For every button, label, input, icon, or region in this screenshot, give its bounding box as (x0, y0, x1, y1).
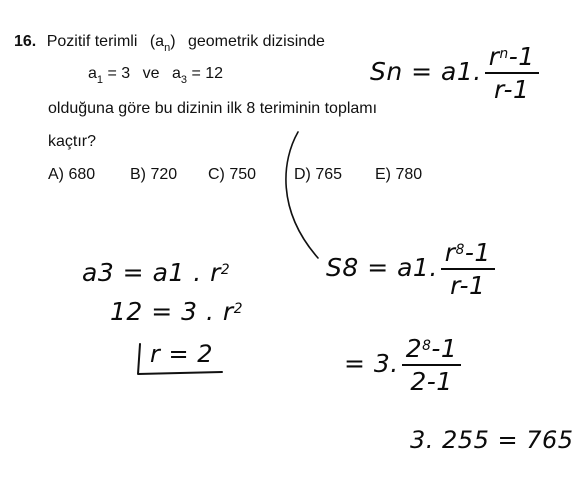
question-number: 16. (14, 33, 37, 50)
given-a3: $a_3 = 12$ (171, 65, 224, 86)
given-values (88, 64, 223, 85)
question-intro-rest: geometrik dizisinde (187, 33, 325, 50)
hw-substitution-fraction: $\frac{2^8-1}{2-1}$ (402, 334, 462, 396)
option-e[interactable]: E) 780 (375, 166, 423, 183)
hw-final-result: 3. 255 = 765 (410, 426, 574, 454)
question-line-3: olduğuna göre bu dizinin ilk 8 teriminin toplamı (48, 100, 378, 117)
question-line-4: kaçtır? (48, 133, 97, 150)
hw-result-r: r = 2 (150, 340, 214, 368)
sequence-symbol: $(a_n)$ (149, 33, 176, 54)
question-line-1 (14, 32, 325, 53)
hw-substitution: = 3. $\frac{2^8-1}{2-1}$ (344, 334, 461, 396)
option-b[interactable]: B) 720 (130, 166, 178, 183)
hw-equation-2: 12 = 3 . $r^2$ (110, 297, 243, 326)
given-and: ve (142, 65, 160, 82)
divider-curve-stroke (286, 132, 318, 258)
option-a[interactable]: A) 680 (48, 166, 96, 183)
hw-sum-formula-fraction: $\frac{r^n-1}{r-1}$ (485, 42, 539, 104)
option-c[interactable]: C) 750 (208, 166, 257, 183)
hw-equation-1: a3 = a1 . $r^2$ (82, 258, 231, 287)
hw-s8-formula: S8 = a1. $\frac{r^8-1}{r-1}$ (326, 238, 495, 300)
given-a1: $a_1 = 3$ (88, 65, 131, 86)
hw-s8-fraction: $\frac{r^8-1}{r-1}$ (441, 238, 495, 300)
option-d[interactable]: D) 765 (294, 166, 343, 183)
hw-sum-formula: Sn = a1. $\frac{r^n-1}{r-1}$ (370, 42, 539, 104)
question-intro: Pozitif terimli (46, 33, 138, 50)
answer-options (48, 165, 468, 187)
